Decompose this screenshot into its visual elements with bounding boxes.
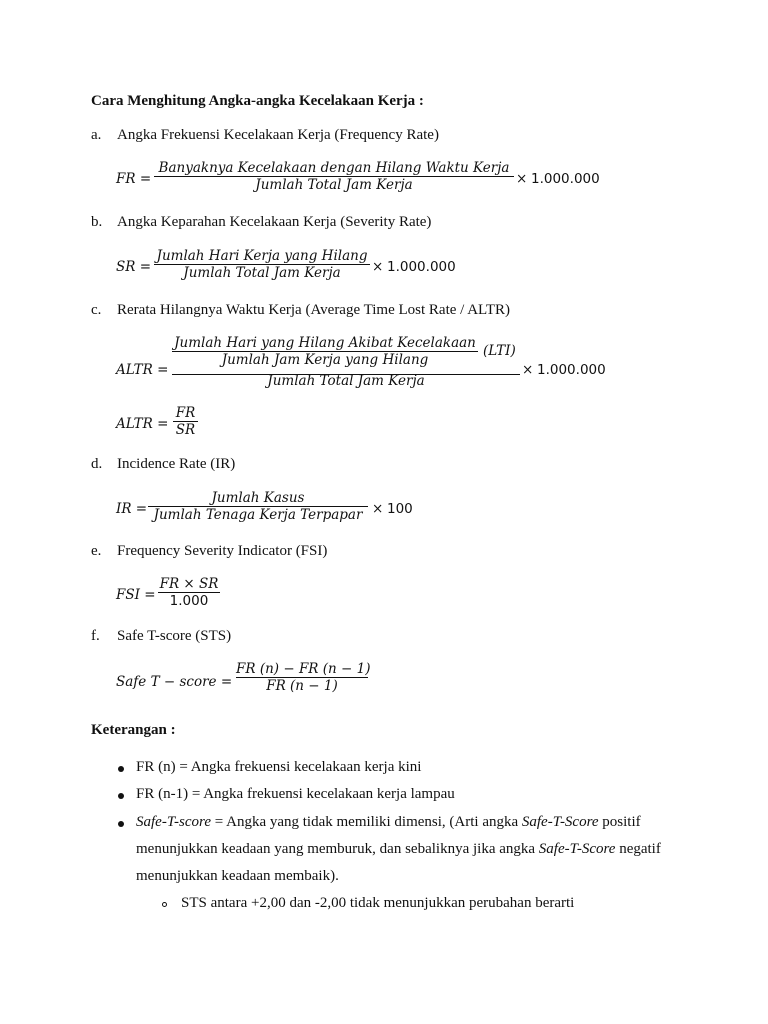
note-sts-sub: STS antara +2,00 dan -2,00 tidak menunjukkan perubahan berarti xyxy=(181,895,575,911)
altr2-numerator: FR xyxy=(175,405,196,421)
ir-fraction xyxy=(148,490,368,523)
item-a-label: Angka Frekuensi Kecelakaan Kerja (Frequency Rate) xyxy=(117,127,439,143)
item-e-label: Frequency Severity Indicator (FSI) xyxy=(117,543,328,559)
note-sts-line3: menunjukkan keadaan membaik). xyxy=(136,868,339,884)
notes-title: Keterangan : xyxy=(91,722,176,738)
altr-factor: 1.000.000 xyxy=(537,362,606,378)
fr-lhs: FR = xyxy=(116,171,152,187)
ir-factor: 100 xyxy=(387,501,413,517)
page-title: Cara Menghitung Angka-angka Kecelakaan Kerja : xyxy=(91,93,424,109)
bullet-dot-icon xyxy=(118,793,124,799)
sr-denominator: Jumlah Total Jam Kerja xyxy=(183,265,341,281)
fr-numerator: Banyaknya Kecelakaan dengan Hilang Waktu Kerja xyxy=(158,160,510,176)
sr-numerator: Jumlah Hari Kerja yang Hilang xyxy=(156,248,368,264)
item-f-marker: f. xyxy=(91,628,100,644)
fsi-fraction xyxy=(158,576,220,609)
fsi-denominator: 1.000 xyxy=(169,593,209,609)
note-sts-line2 xyxy=(136,841,661,858)
note-sts-term3: Safe-T-Score xyxy=(538,841,616,857)
altr-lhs: ALTR = xyxy=(116,362,169,378)
sts-lhs: Safe T − score = xyxy=(116,674,233,690)
altr2-denominator: SR xyxy=(175,422,196,438)
ir-denominator: Jumlah Tenaga Kerja Terpapar xyxy=(153,507,363,523)
altr-inner-denominator: Jumlah Jam Kerja yang Hilang xyxy=(221,352,429,368)
ir-times: × xyxy=(372,501,384,517)
altr-inner-fraction xyxy=(172,335,478,368)
bullet-dot-icon xyxy=(118,766,124,772)
note-sts-line2-b: negatif xyxy=(615,841,661,857)
sts-fraction xyxy=(236,661,371,694)
altr-denominator: Jumlah Total Jam Kerja xyxy=(267,373,425,389)
fr-fraction xyxy=(154,160,514,193)
note-sts-line2-a: menunjukkan keadaan yang memburuk, dan sebaliknya jika angka xyxy=(136,841,539,857)
note-fr-n: FR (n) = Angka frekuensi kecelakaan kerja kini xyxy=(136,759,422,775)
fr-denominator: Jumlah Total Jam Kerja xyxy=(255,177,413,193)
note-sts-line1 xyxy=(136,814,641,831)
item-d-label: Incidence Rate (IR) xyxy=(117,456,236,472)
fr-times: × xyxy=(516,171,528,187)
sts-denominator: FR (n − 1) xyxy=(266,678,338,694)
sr-fraction xyxy=(154,248,370,281)
bullet-circle-icon xyxy=(162,902,167,907)
sr-factor: 1.000.000 xyxy=(387,259,456,275)
item-d-marker: d. xyxy=(91,456,103,472)
note-sts-term2: Safe-T-Score xyxy=(521,814,599,830)
item-b-marker: b. xyxy=(91,214,103,230)
bullet-dot-icon xyxy=(118,821,124,827)
altr2-lhs: ALTR = xyxy=(116,416,169,432)
item-f-label: Safe T-score (STS) xyxy=(117,628,232,644)
item-a-marker: a. xyxy=(91,127,102,143)
note-fr-n-1: FR (n-1) = Angka frekuensi kecelakaan kerja lampau xyxy=(136,786,455,802)
altr-inner-numerator: Jumlah Hari yang Hilang Akibat Kecelakaan xyxy=(174,335,476,351)
sr-lhs: SR = xyxy=(116,259,152,275)
sr-times: × xyxy=(372,259,384,275)
note-sts-term: Safe-T-score xyxy=(136,814,211,830)
altr2-fraction xyxy=(173,405,198,438)
item-b-label: Angka Keparahan Kecelakaan Kerja (Severity Rate) xyxy=(117,214,432,230)
ir-numerator: Jumlah Kasus xyxy=(211,490,305,506)
note-sts-text-b: positif xyxy=(598,814,641,830)
note-sts-text-a: = Angka yang tidak memiliki dimensi, (Arti angka xyxy=(210,814,522,830)
fsi-numerator: FR × SR xyxy=(159,576,219,592)
fr-factor: 1.000.000 xyxy=(531,171,600,187)
item-e-marker: e. xyxy=(91,543,102,559)
ir-lhs: IR = xyxy=(116,501,148,517)
fsi-lhs: FSI = xyxy=(116,587,156,603)
item-c-marker: c. xyxy=(91,302,102,318)
sts-numerator: FR (n) − FR (n − 1) xyxy=(236,661,371,677)
altr-lti: (LTI) xyxy=(483,343,516,359)
altr-times: × xyxy=(522,362,534,378)
item-c-label: Rerata Hilangnya Waktu Kerja (Average Time Lost Rate / ALTR) xyxy=(117,302,511,318)
